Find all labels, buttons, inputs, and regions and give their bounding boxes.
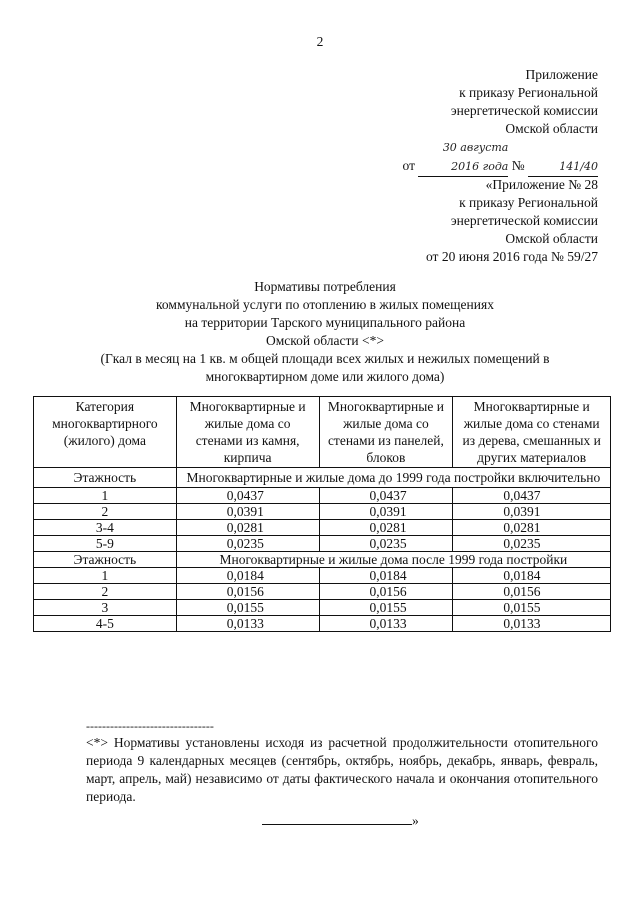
page-number: 2 [316, 34, 324, 49]
value-cell: 0,0235 [453, 536, 611, 552]
floors-cell: 4-5 [34, 616, 177, 632]
appendix-line: энергетической комиссии [450, 213, 598, 228]
handwritten-number: 141/40 [528, 157, 598, 177]
table-row [34, 584, 611, 600]
floors-cell: 3-4 [34, 520, 177, 536]
closing-line [262, 812, 419, 829]
table-row [34, 536, 611, 552]
header-category: Категория многоквартирного (жилого) дома [34, 397, 177, 468]
section-title: Многоквартирные и жилые дома после 1999 года постройки [176, 552, 610, 568]
value-cell: 0,0235 [176, 536, 319, 552]
title-line: Омской области <*> [266, 333, 384, 348]
appendix-line: к приказу Региональной [459, 85, 598, 100]
appendix-line: к приказу Региональной [459, 195, 598, 210]
title-line: коммунальной услуги по отоплению в жилых помещениях [156, 297, 494, 312]
table-row [34, 600, 611, 616]
floors-cell: 2 [34, 584, 177, 600]
norms-table [33, 396, 611, 632]
table-header-row [34, 397, 611, 468]
value-cell: 0,0155 [453, 600, 611, 616]
appendix-line: «Приложение № 28 [485, 177, 598, 192]
value-cell: 0,0281 [176, 520, 319, 536]
date-prefix: от [402, 158, 415, 173]
floors-cell: 2 [34, 504, 177, 520]
value-cell: 0,0155 [176, 600, 319, 616]
table-row [34, 616, 611, 632]
value-cell: 0,0391 [453, 504, 611, 520]
value-cell: 0,0133 [319, 616, 453, 632]
value-cell: 0,0156 [319, 584, 453, 600]
value-cell: 0,0437 [176, 488, 319, 504]
title-line: Нормативы потребления [254, 279, 396, 294]
value-cell: 0,0281 [453, 520, 611, 536]
appendix-date-line [403, 138, 599, 177]
floors-cell: 5-9 [34, 536, 177, 552]
value-cell: 0,0156 [453, 584, 611, 600]
value-cell: 0,0184 [453, 568, 611, 584]
appendix-line: Омской области [505, 231, 598, 246]
underline-rule [262, 812, 412, 825]
value-cell: 0,0391 [319, 504, 453, 520]
title-line: многоквартирном доме или жилого дома) [205, 369, 445, 384]
header-stone: Многоквартирные и жилые дома со стенами из камня, кирпича [176, 397, 319, 468]
section-header-row [34, 552, 611, 568]
document-title [40, 278, 610, 386]
closing-quote: » [412, 813, 419, 828]
value-cell: 0,0391 [176, 504, 319, 520]
appendix-line: от 20 июня 2016 года № 59/27 [425, 249, 598, 264]
table-row [34, 520, 611, 536]
title-line: (Гкал в месяц на 1 кв. м общей площади всех жилых и нежилых помещений в [100, 351, 550, 366]
prior-appendix-block [426, 176, 598, 266]
footnote-text: <*> Нормативы установлены исходя из расчетной продолжительности отопительного периода 9 календарных месяцев (сентябрь, октябрь, ноябрь, декабрь, январь, февраль, март, апрель, май) независимо от даты фактического начала и окончания отопительного периода. [86, 735, 598, 804]
table-row [34, 504, 611, 520]
section-label: Этажность [34, 552, 177, 568]
floors-cell: 1 [34, 488, 177, 504]
floors-cell: 1 [34, 568, 177, 584]
value-cell: 0,0133 [453, 616, 611, 632]
table-row [34, 568, 611, 584]
value-cell: 0,0437 [453, 488, 611, 504]
header-wood: Многоквартирные и жилые дома со стенами из дерева, смешанных и других материалов [453, 397, 611, 468]
value-cell: 0,0184 [319, 568, 453, 584]
footnote-separator: -------------------------------- [86, 719, 214, 733]
value-cell: 0,0184 [176, 568, 319, 584]
table-row [34, 488, 611, 504]
handwritten-date: 30 августа 2016 года [418, 138, 508, 177]
section-title: Многоквартирные и жилые дома до 1999 года постройки включительно [176, 468, 610, 488]
value-cell: 0,0281 [319, 520, 453, 536]
appendix-line: энергетической комиссии [450, 103, 598, 118]
value-cell: 0,0437 [319, 488, 453, 504]
section-header-row [34, 468, 611, 488]
title-line: на территории Тарского муниципального района [184, 315, 466, 330]
appendix-line: Приложение [525, 67, 598, 82]
value-cell: 0,0133 [176, 616, 319, 632]
value-cell: 0,0235 [319, 536, 453, 552]
header-panel: Многоквартирные и жилые дома со стенами из панелей, блоков [319, 397, 453, 468]
appendix-block [403, 66, 599, 177]
floors-cell: 3 [34, 600, 177, 616]
value-cell: 0,0155 [319, 600, 453, 616]
appendix-line: Омской области [505, 121, 598, 136]
section-label: Этажность [34, 468, 177, 488]
value-cell: 0,0156 [176, 584, 319, 600]
number-sign: № [511, 158, 525, 173]
